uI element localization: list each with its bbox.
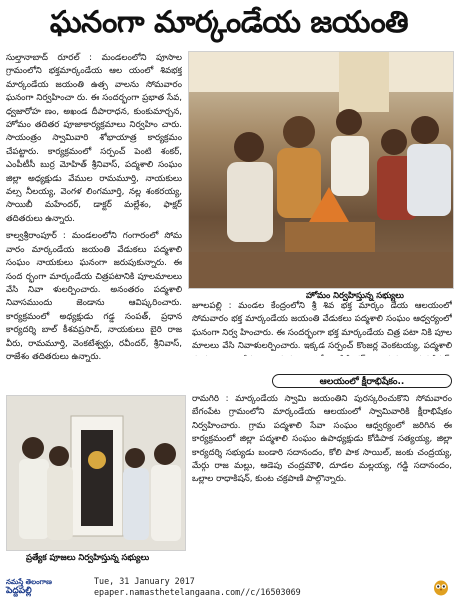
headline: ఘనంగా మార్కండేయ జయంతి xyxy=(49,5,409,40)
article-column-right-low xyxy=(192,393,452,547)
owl-icon xyxy=(432,578,450,596)
footer-url[interactable]: epaper.namasthetelangaana.com//c/16503069 xyxy=(94,587,301,597)
photo-homam-image xyxy=(189,52,454,289)
logo-line1: నమస్తే తెలంగాణ xyxy=(6,578,52,586)
article-paragraph: రామగిరి : మార్కండేయ స్వామి జయంతిని పురస్కరించుకొని సోమవారం బేగంపేట గ్రామంలోని మార్కండేయ ఆలయంలో స్వామివారికి క్షీరాభిషేకం నిర్వహించారు. గ్రామ పద్మశాలి సేవా సంఘం ఆధ్వర్యంలో జరిగిన ఈ కార్యక్రమంలో జిల్లా పద్మశాలి సంఘం ఉపాధ్యక్షుడు కోడిపాక సత్యయ్య, జిల్లా కార్యదర్శి సభ్యుడు బండారి సదానందం, కోలి పాక సాయిల్, జంకు చంద్రయ్య, మేర్గు రాజ మల్లు, ఆడెపు చంద్రమౌళి, దూడల మల్లయ్య, గడ్డి సదానందం, ఒల్లాల రాధాకిషన్, కుంట చక్రపాణి పాల్గొన్నారు. xyxy=(192,394,452,485)
footer-text xyxy=(94,576,301,598)
photo-puja-image xyxy=(7,396,186,551)
article-column-right-mid xyxy=(192,300,452,356)
logo-line2: పెద్దపల్లి xyxy=(6,586,32,596)
section-subhead: ఆలయంలో క్షీరాభిషేకం.. xyxy=(272,374,452,388)
newspaper-logo xyxy=(6,578,58,596)
photo-puja-caption: ప్రత్యేక పూజలు నిర్వహిస్తున్న సభ్యులు xyxy=(26,552,150,562)
photo-homam-caption: హోమం నిర్వహిస్తున్న సభ్యులు xyxy=(306,290,404,300)
footer-date: Tue, 31 January 2017 xyxy=(94,576,195,586)
article-paragraph: కాల్వశ్రీరాంపూర్ : మండలంలోని గంగారంలో సోమ వారం మార్కండేయ జయంతి వేడుకలు పద్మశాలి సంఘం నాయకులు ఘనంగా జరుపుకున్నారు. ఈ సంద ర్భంగా మార్కండేయ చిత్రపటానికి పూలమాలలు వేసి నివా ళులర్పించారు. అనంతరం పద్మశాలి నివాసముందు జెండాను ఆవిష్కరించారు. కార్యక్రమంలో అధ్యక్షుడు గడ్డ సంపత్, ప్రధాన కార్యదర్శి బాల్ కీశవప్రసాద్, నాయకులు బైరి రాజ వీరు, రామమూర్తి, వెంకటేశ్వర్లు, రవీందర్, శ్రీనివాస్, రాజేశం తదితరులు ఉన్నారు. xyxy=(6,231,182,362)
article-column-left xyxy=(6,52,182,377)
photo-homam xyxy=(188,51,454,289)
article-paragraph: జూలపల్లి : మండల కేంద్రంలోని శ్రీ శివ భక్త మార్కం డేయ ఆలయంలో సోమవారం భక్త మార్కండేయ జయంతి వేడుకలు పద్మశాలి సంఘం ఆధ్వర్యంలో ఘనంగా నిర్వ హించారు. ఈ సందర్భంగా భక్త మార్కండేయ చిత్ర పటా నికి పూల మాలలు వేసి నివాళులర్పించారు. ఇక్కడ సర్పంచ్ కొంజర్ల వెంకటయ్య, పద్మశాలి xyxy=(192,301,452,352)
photo-puja xyxy=(6,395,186,551)
article-paragraph: సుల్తానాబాద్ రూరల్ : మండలంలోని పూసాల గ్రామంలోని భక్తమార్కండేయ ఆల యంలో శివభక్త మార్కండేయ జయంతి ఉత్స వాలను సోమవారం ఘనంగా నిర్వహించా రు. ఈ సందర్భంగా ప్రభాత సేవ, ధ్వజారోహ ణం, అఖండ దీపారాధన, కుంకుమార్చన, హోమం తదితర పూజాకార్యక్రమాలు నిర్వహిం చారు. సాయంత్రం స్వామివారి శోభాయాత్ర కార్యక్రమం చేపట్టారు. కార్యక్రమంలో సర్పంచ్ పెంటి శంకర్, ఎంపీటీసీ బుర్ర మోహిత్ శ్రీనివాస్, పద్మశాలి సంఘం జిల్లా అధ్యక్షుడు వేముల రామమూర్తి, నాయకులు వల్స నీలయ్య, వెంగళ లింగమూర్తి, నల్ల శంకరయ్య, సాయిబీ మహేందర్, డాక్టర్ మల్లేశం, ఫాక్షర్ తదితరులు ఉన్నారు. xyxy=(6,53,182,224)
